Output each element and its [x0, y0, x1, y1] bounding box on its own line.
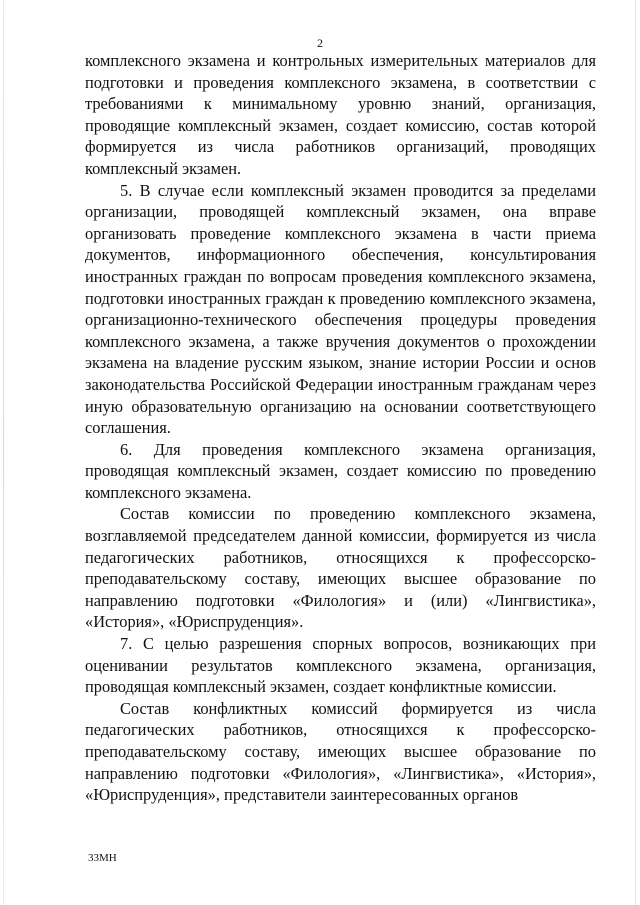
- paragraph-commission-composition: Состав комиссии по проведению комплексного экзамена, возглавляемой председателем данной комиссии, формируется из числа педагогических работников, относящихся к профессорско-преподавательскому составу, имеющих высшее образование по направлению подготовки «Филология» и (или) «Лингвистика», «История», «Юриспруденция».: [85, 504, 596, 632]
- paragraph-item-5: 5. В случае если комплексный экзамен проводится за пределами организации, проводящей комплексный экзамен, она вправе организовать проведение комплексного экзамена в части приема документов, информационного обеспечения, консультирования иностранных граждан по вопросам проведения комплексного экзамена, подготовки иностранных граждан к проведению комплексного экзамена, организационно-технического обеспечения процедуры проведения комплексного экзамена, а также вручения документов о прохождении экзамена на владение русским языком, знание истории России и основ законодательства Российской Федерации иностранным гражданам через иную образовательную организацию на основании соответствующего соглашения.: [85, 180, 596, 438]
- page-number: 2: [317, 36, 323, 50]
- document-body: [85, 50, 596, 806]
- paragraph-1: комплексного экзамена и контрольных измерительных материалов для подготовки и проведения комплексного экзамена, в соответствии с требованиями к минимальному уровню знаний, организация, проводящие комплексный экзамен, создает комиссию, состав которой формируется из числа работников организаций, проводящих комплексный экзамен.: [85, 51, 596, 178]
- paragraph-item-6: 6. Для проведения комплексного экзамена организация, проводящая комплексный экзамен, создает комиссию по проведению комплексного экзамена.: [85, 439, 596, 502]
- footer-code: 33МН: [88, 852, 117, 864]
- paragraph-conflict-commission-composition: Состав конфликтных комиссий формируется из числа педагогических работников, относящихся к профессорско-преподавательскому составу, имеющих высшее образование по направлению подготовки «Филология», «Лингвистика», «История», «Юриспруденция», представители заинтересованных органов: [85, 698, 596, 805]
- scan-edge-left: [3, 0, 4, 905]
- scan-edge-right: [635, 0, 636, 905]
- paragraph-item-7: 7. С целью разрешения спорных вопросов, возникающих при оценивании результатов комплексного экзамена, организация, проводящая комплексный экзамен, создает конфликтные комиссии.: [85, 634, 596, 697]
